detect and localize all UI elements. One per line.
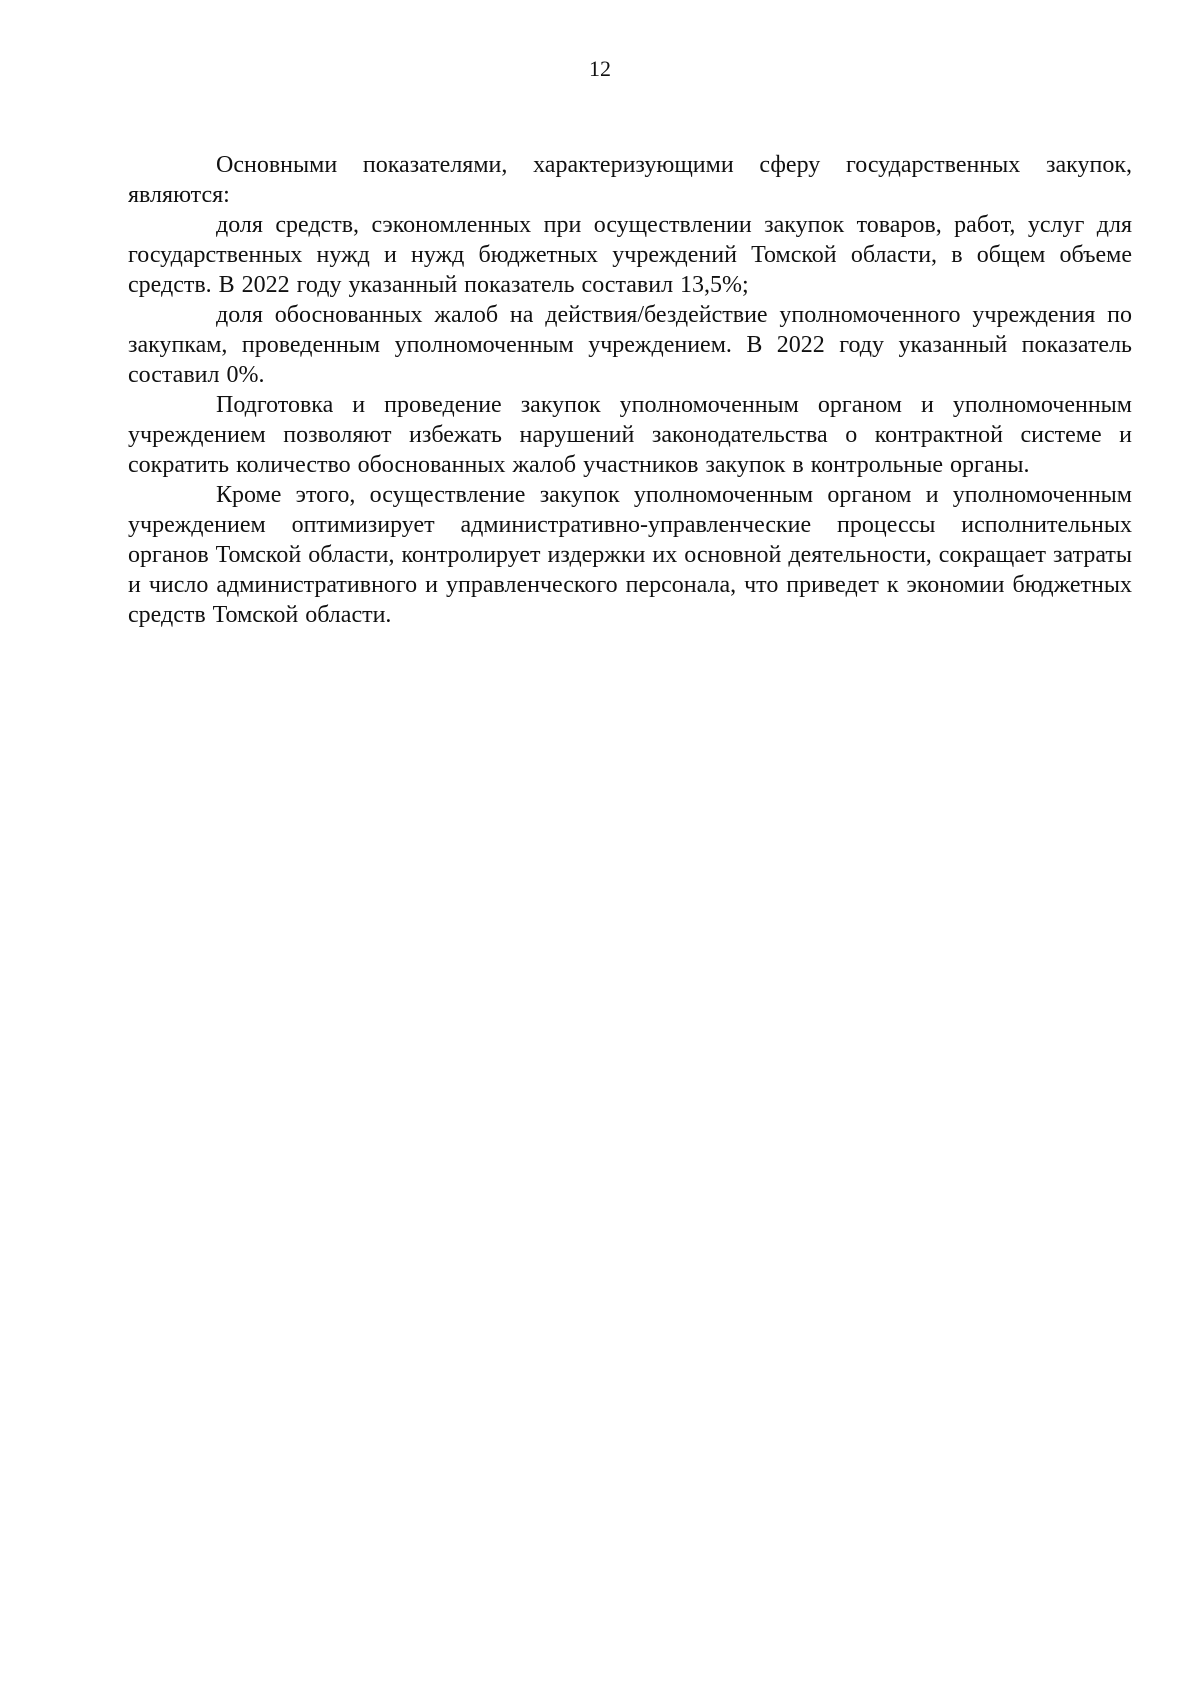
paragraph-complaints-share: доля обоснованных жалоб на действия/бездействие уполномоченного учреждения по закупкам, проведенным уполномоченным учреждением. В 2022 году указанный показатель составил 0%.	[128, 302, 1132, 388]
page-number: 12	[589, 56, 611, 81]
paragraph-indicators-intro: Основными показателями, характеризующими сферу государственных закупок, являются:	[128, 152, 1132, 208]
paragraph-optimization: Кроме этого, осуществление закупок уполномоченным органом и уполномоченным учреждением оптимизирует административно-управленческие процессы исполнительных органов Томской области, контролирует издержки их основной деятельности, сокращает затраты и число административного и управленческого персонала, что приведет к экономии бюджетных средств Томской области.	[128, 482, 1132, 628]
document-body	[128, 150, 1132, 630]
paragraph-savings-share: доля средств, сэкономленных при осуществлении закупок товаров, работ, услуг для государственных нужд и нужд бюджетных учреждений Томской области, в общем объеме средств. В 2022 году указанный показатель составил 13,5%;	[128, 212, 1132, 298]
paragraph-preparation: Подготовка и проведение закупок уполномоченным органом и уполномоченным учреждением позволяют избежать нарушений законодательства о контрактной системе и сократить количество обоснованных жалоб участников закупок в контрольные органы.	[128, 392, 1132, 478]
